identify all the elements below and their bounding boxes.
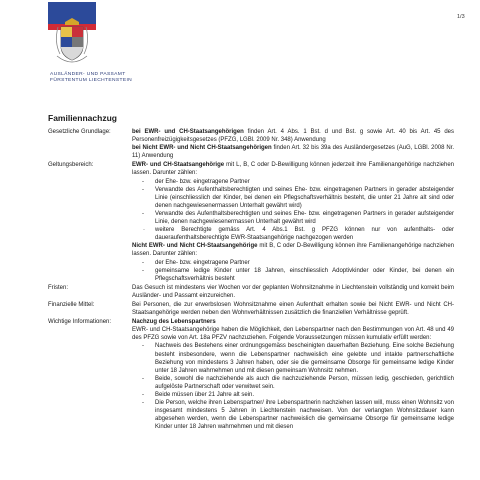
section-scope — [48, 161, 454, 282]
liechtenstein-coat-of-arms-logo — [48, 2, 96, 68]
document-title: Familiennachzug — [48, 113, 117, 123]
bold-lead: Nicht EWR- und Nicht CH-Staatsangehörige — [132, 243, 258, 250]
list — [132, 259, 454, 283]
section-content — [132, 128, 454, 160]
list-item: - Verwandte des Aufenthaltsberechtigten und seines Ehe- bzw. eingetragenen Partners in gerader aufsteigender Linie, denen nachgewiesenermassen Unterhalt gewährt wird — [132, 210, 454, 226]
section-legal-basis — [48, 128, 454, 160]
list-item: - Beide müssen über 21 Jahre alt sein. — [132, 391, 454, 399]
document-body — [48, 128, 454, 432]
list-item: · weitere Berechtigte gemäss Art. 4 Abs.1 Bst. g PFZG können nur von aufenthalts- oder daueraufenthaltsberechtigte EWR-Staatsangehörige nachgezogen werden — [132, 226, 454, 242]
paragraph — [132, 128, 454, 144]
bold-lead: bei Nicht EWR- und Nicht CH-Staatsangehörigen — [132, 145, 272, 152]
org-name-line2: FÜRSTENTUM LIECHTENSTEIN — [50, 78, 133, 83]
bold-heading: Nachzug des Lebenspartners — [132, 319, 216, 326]
paragraph: Bei Personen, die zur erwerbslosen Wohnsitznahme einen Aufenthalt erhalten sowie bei Nicht EWR- und Nicht CH-Staatsangehörige werden neben den Wohnverhältnissen zusätzlich die finanziellen Verhältnisse geprüft. — [132, 301, 454, 317]
list-item: - Die Person, welche ihren Lebenspartner/ ihre Lebenspartnerin nachziehen lassen will, muss einen Wohnsitz von insgesamt mindestens 5 Jahren in Liechtenstein nachweisen. Von der verlangten Wohnsitzdauer kann abgesehen werden, wenn die Lebenspartner nachweislich die gemeinsame Obsorge für gemeinsame ledige Kinder unter 18 Jahren wahrnehmen und mit diesen — [132, 399, 454, 431]
paragraph — [132, 242, 454, 258]
list-item: - Beide, sowohl die nachziehende als auch die nachzuziehende Person, müssen ledig, geschieden, gerichtlich aufgelöste Partnerschaft oder verwitwet sein. — [132, 375, 454, 391]
bold-lead: bei EWR- und CH-Staatsangehörigen — [132, 129, 244, 135]
list-item: - der Ehe- bzw. eingetragene Partner — [132, 259, 454, 267]
section-financial-means — [48, 301, 454, 317]
section-content — [132, 318, 454, 431]
paragraph: EWR- und CH-Staatsangehörige haben die Möglichkeit, den Lebenspartner nach den Bestimmungen von Art. 48 und 49 des PFZG sowie von Art. 18a PFZV nachzuziehen. Folgende Voraussetzungen müssen kumulativ erfüllt werden: — [132, 327, 454, 342]
section-content — [132, 161, 454, 282]
list — [132, 178, 454, 243]
text: mit L, B, C oder D-Bewilligung können jederzeit ihre Familienangehörige nachziehen lassen. Darunter zählen: — [132, 162, 454, 177]
list-item: - Nachweis des Bestehens einer ordnungsgemäss bescheinigten dauerhaften Beziehung. Eine solche Beziehung besteht insbesondere, wenn die Lebenspartner nachweislich eine gelebte und intakte partnerschaftliche Beziehung von mindestens 3 Jahren haben, oder sie die gemeinsame Obsorge für gemeinsame ledige Kinder unter 18 Jahren wahrnehmen und mit diesen gemeinsam Wohnsitz nehmen. — [132, 342, 454, 374]
section-label: Wichtige Informationen: — [48, 319, 112, 326]
text: mit B, C oder D-Bewilligung können ihre Familienangehörige nachziehen lassen. Darunter zählen: — [132, 243, 455, 258]
section-label: Gesetzliche Grundlage: — [48, 129, 111, 135]
section-content — [132, 301, 454, 317]
list — [132, 342, 454, 431]
bold-lead: EWR- und CH-Staatsangehörige — [132, 162, 225, 169]
section-label: Fristen: — [48, 284, 69, 291]
section-deadlines — [48, 284, 454, 300]
page-number: 1/3 — [457, 14, 465, 20]
list-item: - der Ehe- bzw. eingetragene Partner — [132, 178, 454, 186]
list-item: - Verwandte des Aufenthaltsberechtigten und seines Ehe- bzw. eingetragenen Partners in gerader absteigender Linie (einschliesslich der Kinder, bei denen ein Pflegschaftsverhältnis besteht, die unter 21 Jahre alt sind oder denen nachgewiesenermassen Unterhalt gewährt wird) — [132, 186, 454, 210]
subheading — [132, 318, 454, 326]
paragraph: Das Gesuch ist mindestens vier Wochen vor der geplanten Wohnsitznahme in Liechtenstein vollständig und korrekt beim Ausländer- und Passamt einzureichen. — [132, 284, 454, 299]
paragraph — [132, 144, 454, 160]
section-content — [132, 284, 454, 300]
section-label: Geltungsbereich: — [48, 162, 94, 169]
text: finden Art. 4 Abs. 1 Bst. d und Bst. g sowie Art. 40 bis Art. 45 des Personenfreizügigkeitsgesetzes (PFZG, LGBl. 2009 Nr. 348) Anwendung — [132, 129, 454, 144]
section-label: Finanzielle Mittel: — [48, 301, 95, 308]
org-name-line1: AUSLÄNDER- UND PASSAMT — [50, 72, 126, 77]
section-important-info — [48, 318, 454, 431]
paragraph — [132, 161, 454, 177]
list-item: - gemeinsame ledige Kinder unter 18 Jahren, einschliesslich Adoptivkinder oder Kinder, bei denen ein Pflegschaftsverhältnis besteht — [132, 267, 454, 283]
text: finden Art. 32 bis 39a des Ausländergesetzes (AuG, LGBl. 2008 Nr. 11) Anwendung — [132, 145, 455, 160]
